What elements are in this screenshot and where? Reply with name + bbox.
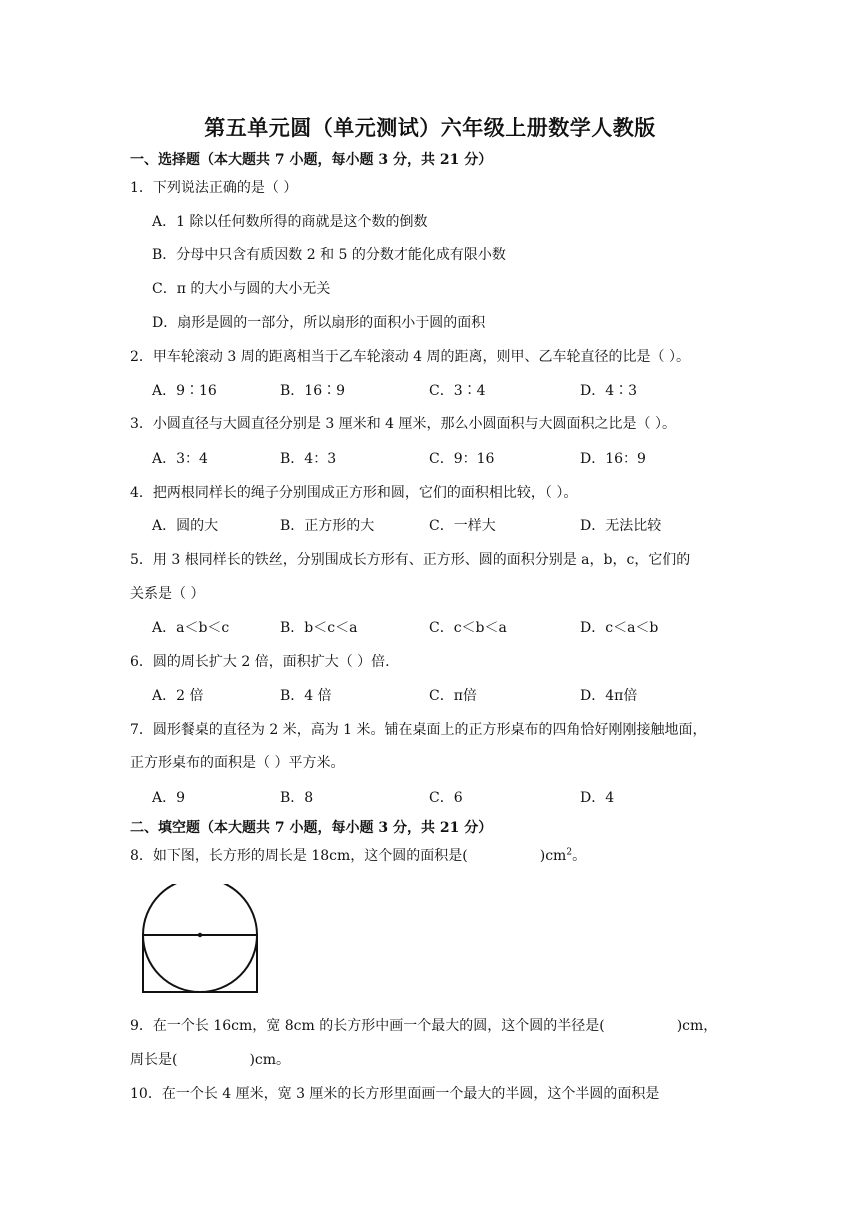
question-7-option-d: D．4	[580, 790, 615, 806]
question-2-option-c: C．3∶4	[429, 383, 486, 399]
question-2-option-d: D．4∶3	[580, 383, 638, 399]
question-8-unit-exponent: 2	[566, 847, 573, 858]
question-1-option-d: D．扇形是圆的一部分，所以扇形的面积小于圆的面积	[152, 315, 486, 331]
question-5-option-a: A．a＜b＜c	[152, 620, 230, 636]
question-9-stem-line1	[130, 1016, 717, 1036]
circle-center-dot	[198, 933, 202, 937]
question-6-stem: 6．圆的周长扩大 2 倍，面积扩大（ ）倍.	[130, 654, 390, 670]
question-5-option-b: B．b＜c＜a	[280, 620, 358, 636]
question-1-option-b: B．分母中只含有质因数 2 和 5 的分数才能化成有限小数	[152, 247, 506, 263]
question-1-option-c: C．π 的大小与圆的大小无关	[152, 281, 331, 297]
question-5-option-c: C．c＜b＜a	[429, 620, 507, 636]
question-1-stem: 1．下列说法正确的是（ ）	[130, 180, 298, 196]
page-title: 第五单元圆（单元测试）六年级上册数学人教版	[204, 115, 656, 140]
question-5-stem-line2: 关系是（ ）	[130, 586, 205, 602]
question-10-stem: 10．在一个长 4 厘米，宽 3 厘米的长方形里面画一个最大的半圆，这个半圆的面积是	[130, 1086, 660, 1102]
question-6-option-b: B．4 倍	[280, 688, 332, 704]
question-7-option-c: C．6	[429, 790, 463, 806]
question-2-option-a: A．9∶16	[152, 383, 217, 399]
section-heading-fill-in: 二、填空题（本大题共 7 小题，每小题 3 分，共 21 分）	[130, 820, 493, 836]
question-6-option-c: C．π倍	[429, 688, 477, 704]
question-6-option-a: A．2 倍	[152, 688, 204, 704]
question-9-unit: )cm，	[676, 1018, 718, 1034]
question-3-option-d: D．16：9	[580, 451, 646, 467]
question-4-option-a: A．圆的大	[152, 518, 219, 534]
question-4-option-b: B．正方形的大	[280, 518, 375, 534]
question-8-stem	[130, 846, 586, 866]
question-4-option-d: D．无法比较	[580, 518, 662, 534]
question-4-option-c: C．一样大	[429, 518, 496, 534]
question-5-option-d: D．c＜a＜b	[580, 620, 659, 636]
question-4-stem: 4．把两根同样长的绳子分别围成正方形和圆，它们的面积相比较，（ ）。	[130, 485, 578, 501]
question-2-option-b: B．16∶9	[280, 383, 346, 399]
question-7-option-a: A．9	[152, 790, 186, 806]
question-2-stem: 2．甲车轮滚动 3 周的距离相当于乙车轮滚动 4 周的距离，则甲、乙车轮直径的比是（ ）。	[130, 349, 690, 365]
question-5-stem-line1: 5．用 3 根同样长的铁丝，分别围成长方形有、正方形、圆的面积分别是 a，b，c，它们的	[130, 552, 691, 568]
question-3-option-a: A．3：4	[152, 451, 208, 467]
question-9-text-before: 9．在一个长 16cm，宽 8cm 的长方形中画一个最大的圆，这个圆的半径是(	[130, 1018, 605, 1034]
question-8-text-before: 8．如下图，长方形的周长是 18cm，这个圆的面积是(	[130, 848, 468, 864]
question-9-line2-before: 周长是(	[130, 1052, 178, 1068]
rectangle-shape	[143, 935, 257, 992]
question-8-unit: )cm	[539, 848, 567, 864]
question-8-end: 。	[572, 848, 587, 864]
question-9-stem-line2	[130, 1050, 290, 1070]
question-3-option-b: B．4：3	[280, 451, 337, 467]
question-7-option-b: B．8	[280, 790, 314, 806]
question-3-stem: 3．小圆直径与大圆直径分别是 3 厘米和 4 厘米，那么小圆面积与大圆面积之比是（ ）。	[130, 416, 676, 432]
section-heading-choice: 一、选择题（本大题共 7 小题，每小题 3 分，共 21 分）	[130, 152, 493, 168]
circle-in-rectangle-figure	[138, 884, 262, 996]
question-9-line2-unit: )cm。	[249, 1052, 291, 1068]
circle-shape	[143, 884, 257, 992]
question-7-stem-line1: 7．圆形餐桌的直径为 2 米，高为 1 米。铺在桌面上的正方形桌布的四角恰好刚刚接触地面，	[130, 722, 707, 738]
question-6-option-d: D．4π倍	[580, 688, 638, 704]
question-7-stem-line2: 正方形桌布的面积是（ ）平方米。	[130, 755, 345, 771]
question-3-option-c: C．9：16	[429, 451, 495, 467]
question-1-option-a: A．1 除以任何数所得的商就是这个数的倒数	[152, 214, 428, 230]
